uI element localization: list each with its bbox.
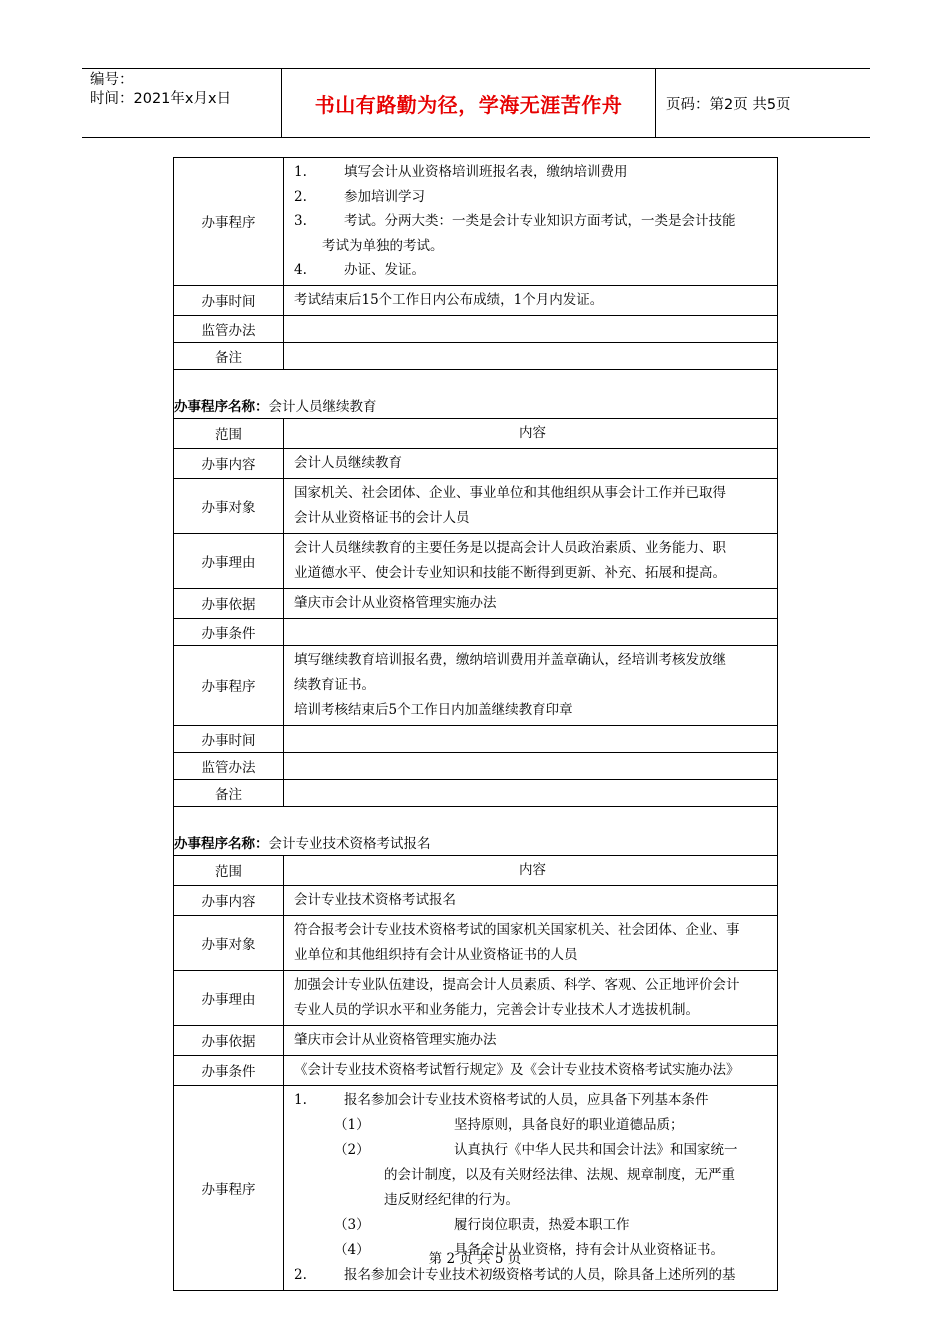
row-value	[284, 886, 777, 915]
row-value	[284, 726, 777, 752]
row-value	[284, 449, 777, 478]
row-value-line: 填写继续教育培训报名费，缴纳培训费用并盖章确认，经培训考核发放继	[294, 651, 726, 668]
row-value-line: 业道德水平、使会计专业知识和技能不断得到更新、补充、拓展和提高。	[294, 564, 726, 581]
row-value-line: 培训考核结束后5个工作日内加盖继续教育印章	[294, 701, 573, 718]
table-row	[174, 916, 777, 971]
table-row	[174, 316, 777, 343]
column-header: 范围	[174, 419, 284, 448]
table-row	[174, 753, 777, 780]
row-value	[284, 1056, 777, 1085]
section-title-text: 会计人员继续教育	[268, 398, 377, 415]
row-label: 办事对象	[174, 479, 284, 533]
table-header-row	[174, 419, 777, 449]
row-value-line: 加强会计专业队伍建设，提高会计人员素质、科学、客观、公正地评价会计	[294, 976, 740, 993]
page-header	[82, 68, 870, 138]
table-row	[174, 158, 777, 286]
row-label: 办事时间	[174, 286, 284, 315]
table-row	[174, 479, 777, 534]
table-row	[174, 589, 777, 619]
table-row	[174, 971, 777, 1026]
row-label: 办事依据	[174, 1026, 284, 1055]
row-label: 办事内容	[174, 449, 284, 478]
row-label: 办事理由	[174, 534, 284, 588]
row-label: 办事程序	[174, 646, 284, 725]
row-label: 办事条件	[174, 1056, 284, 1085]
table-row	[174, 449, 777, 479]
sub-item-continuation: 违反财经纪律的行为。	[384, 1191, 519, 1208]
time-label: 时间：2021年x月x日	[90, 91, 232, 107]
row-value	[284, 971, 777, 1025]
row-value-line	[294, 621, 771, 641]
table-row	[174, 646, 777, 726]
row-value-line: 续教育证书。	[294, 676, 375, 693]
table-row	[174, 534, 777, 589]
row-value-line: 会计人员继续教育的主要任务是以提高会计人员政治素质、业务能力、职	[294, 539, 726, 556]
row-value-line: 专业人员的学识水平和业务能力，完善会计专业技术人才选拔机制。	[294, 1001, 699, 1018]
table-row	[174, 619, 777, 646]
row-value	[284, 316, 777, 342]
header-page-label: 页码：第2页 共5页	[666, 96, 791, 113]
row-value-line: 肇庆市会计从业资格管理实施办法	[294, 1031, 497, 1048]
row-label: 办事依据	[174, 589, 284, 618]
sub-item: （4） 具备会计从业资格，持有会计从业资格证书。	[334, 1241, 724, 1258]
column-header: 内容	[519, 424, 546, 441]
row-label: 办事内容	[174, 886, 284, 915]
row-value-line	[294, 728, 771, 748]
document-table	[173, 157, 778, 1291]
row-label: 备注	[174, 343, 284, 369]
number-label: 编号：	[90, 72, 134, 88]
table-row	[174, 343, 777, 370]
row-value: 考试结束后15个工作日内公布成绩，1个月内发证。	[294, 291, 604, 308]
column-header: 范围	[174, 856, 284, 885]
list-item-continuation: 考试为单独的考试。	[322, 237, 444, 254]
row-value-line: 符合报考会计专业技术资格考试的国家机关国家机关、社会团体、企业、事	[294, 921, 740, 938]
procedure-steps	[284, 158, 777, 285]
table-header-row	[174, 856, 777, 886]
row-value-line: 国家机关、社会团体、企业、事业单位和其他组织从事会计工作并已取得	[294, 484, 726, 501]
row-value	[284, 479, 777, 533]
row-label: 办事理由	[174, 971, 284, 1025]
row-value	[284, 343, 777, 369]
row-value-line: 《会计专业技术资格考试暂行规定》及《会计专业技术资格考试实施办法》	[294, 1061, 740, 1078]
row-value-line: 会计人员继续教育	[294, 454, 402, 471]
row-value	[284, 1026, 777, 1055]
sub-item: （3） 履行岗位职责，热爱本职工作	[334, 1216, 630, 1233]
row-value	[284, 753, 777, 779]
list-item: 2. 参加培训学习	[294, 188, 425, 205]
section-title-label: 办事程序名称：	[174, 398, 269, 415]
list-item: 1. 报名参加会计专业技术资格考试的人员，应具备下列基本条件	[294, 1091, 709, 1108]
row-label: 办事时间	[174, 726, 284, 752]
table-row	[174, 726, 777, 753]
sub-item-continuation: 的会计制度，以及有关财经法律、法规、规章制度，无严重	[384, 1166, 735, 1183]
row-label: 监管办法	[174, 316, 284, 342]
row-value	[284, 534, 777, 588]
row-value-line: 会计专业技术资格考试报名	[294, 891, 456, 908]
section-title-text: 会计专业技术资格考试报名	[268, 835, 431, 852]
list-item: 4. 办证、发证。	[294, 262, 425, 278]
row-value-line: 业单位和其他组织持有会计从业资格证书的人员	[294, 946, 578, 963]
row-value-line: 会计从业资格证书的会计人员	[294, 509, 470, 526]
list-item: 3. 考试。分两大类：一类是会计专业知识方面考试，一类是会计技能	[294, 213, 736, 229]
table-row	[174, 1056, 777, 1086]
row-label: 监管办法	[174, 753, 284, 779]
table-row	[174, 780, 777, 807]
list-item: 2. 报名参加会计专业技术初级资格考试的人员，除具备上述所列的基	[294, 1266, 736, 1283]
row-value-line	[294, 782, 771, 802]
page-footer: 第 2 页 共 5 页	[428, 1251, 522, 1267]
row-label: 办事程序	[174, 158, 284, 285]
column-header: 内容	[519, 861, 546, 878]
row-value-line	[294, 755, 771, 775]
row-value	[284, 619, 777, 645]
table-row	[174, 1026, 777, 1056]
table-row	[174, 886, 777, 916]
row-label: 办事对象	[174, 916, 284, 970]
section-title	[174, 370, 777, 419]
row-label: 办事条件	[174, 619, 284, 645]
row-value	[284, 780, 777, 806]
header-meta	[82, 69, 282, 137]
row-label: 备注	[174, 780, 284, 806]
row-value	[284, 589, 777, 618]
header-motto: 书山有路勤为径，学海无涯苦作舟	[282, 69, 656, 137]
section-title-label: 办事程序名称：	[174, 835, 269, 852]
row-value	[284, 646, 777, 725]
section-title	[174, 807, 777, 856]
row-value	[284, 916, 777, 970]
row-label: 办事程序	[174, 1086, 284, 1290]
sub-item: （1） 坚持原则，具备良好的职业道德品质；	[334, 1116, 684, 1133]
table-row	[174, 286, 777, 316]
sub-item: （2） 认真执行《中华人民共和国会计法》和国家统一	[334, 1141, 738, 1158]
row-value-line: 肇庆市会计从业资格管理实施办法	[294, 594, 497, 611]
list-item: 1. 填写会计从业资格培训班报名表，缴纳培训费用	[294, 164, 628, 180]
